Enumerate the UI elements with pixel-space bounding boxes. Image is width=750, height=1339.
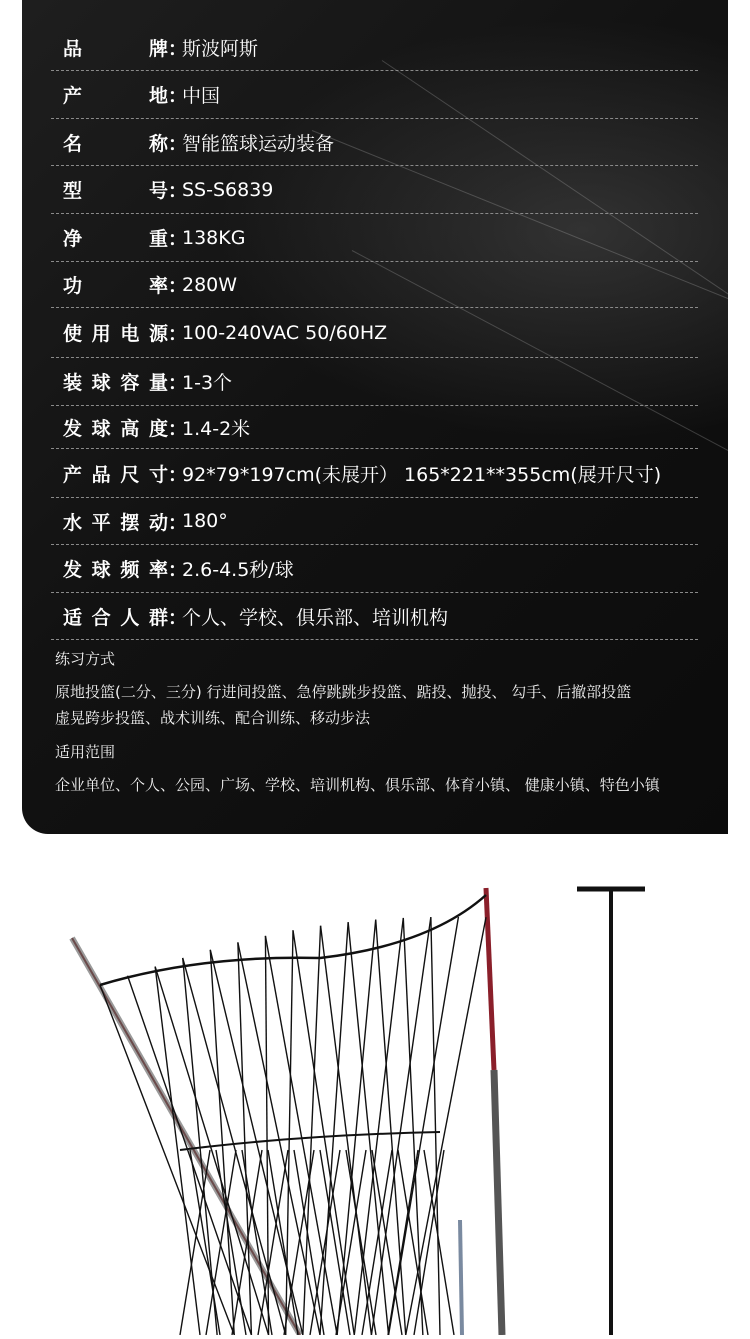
spec-value: 智能篮球运动装备 [182, 132, 335, 155]
scope-line-1: 企业单位、个人、公园、广场、学校、培训机构、俱乐部、体育小镇、 健康小镇、特色小镇 [55, 776, 660, 794]
spec-row [51, 166, 698, 214]
spec-row [51, 406, 698, 449]
practice-line-1: 原地投篮(二分、三分) 行进间投篮、急停跳跳步投篮、踮投、抛投、 勾手、后撤部投篮 [55, 683, 632, 701]
spec-label: 型 号 [63, 180, 168, 202]
spec-value: SS-S6839 [182, 178, 274, 201]
spec-label: 功 率 [63, 275, 168, 297]
spec-value: 个人、学校、俱乐部、培训机构 [182, 606, 449, 629]
spec-colon: ： [168, 132, 188, 155]
spec-value: 280W [182, 273, 238, 296]
spec-colon: ： [168, 85, 188, 107]
net-strand [265, 936, 337, 1335]
net-strand [286, 930, 293, 1335]
spec-value: 斯波阿斯 [182, 37, 259, 60]
spec-row [51, 593, 698, 640]
spec-value: 2.6-4.5秒/球 [182, 559, 294, 581]
spec-row [51, 449, 698, 498]
spec-row [51, 545, 698, 593]
net-strand [303, 926, 321, 1335]
spec-table [51, 24, 698, 640]
right-pole-top [486, 888, 494, 1070]
spec-colon: ： [168, 606, 188, 629]
net-strand [354, 918, 403, 1335]
spec-row [51, 498, 698, 545]
net-strand [183, 958, 286, 1335]
practice-heading: 练习方式 [55, 650, 116, 668]
net-strand [320, 922, 348, 1335]
net-strand [431, 917, 440, 1335]
spec-row [51, 214, 698, 262]
spec-label: 产 品 尺 寸 [63, 463, 168, 486]
spec-row [51, 24, 698, 71]
spec-colon: ： [168, 372, 188, 394]
spec-row [51, 119, 698, 166]
right-pole-bottom [494, 1070, 502, 1335]
spec-value: 100-240VAC 50/60HZ [182, 321, 388, 344]
spec-label: 发 球 频 率 [63, 559, 168, 581]
spec-row [51, 262, 698, 308]
spec-value: 180° [182, 510, 228, 532]
product-image [0, 850, 750, 1335]
spec-colon: ： [168, 559, 188, 581]
spec-label: 产 地 [63, 85, 168, 107]
net-strand [348, 922, 388, 1335]
spec-label: 净 重 [63, 228, 168, 250]
practice-line-2: 虚晃跨步投篮、战术训练、配合训练、移动步法 [55, 709, 371, 727]
notes-section [55, 648, 728, 798]
support-pole [460, 1220, 462, 1335]
net-strand [337, 920, 376, 1335]
spec-label: 品 牌 [63, 37, 168, 60]
spec-label: 装 球 容 量 [63, 372, 168, 394]
spec-value: 138KG [182, 226, 246, 249]
spec-row [51, 71, 698, 119]
spec-colon: ： [168, 323, 188, 345]
basketball-return-net-illustration [0, 850, 750, 1335]
spec-label: 水 平 摆 动 [63, 511, 168, 534]
net-strand [210, 950, 234, 1335]
net-inner-rim [180, 1132, 440, 1150]
spec-value: 中国 [182, 85, 221, 107]
net-strand [238, 942, 252, 1335]
net-mesh [100, 917, 486, 1335]
spec-card [22, 0, 728, 834]
spec-colon: ： [168, 511, 188, 534]
spec-value: 1.4-2米 [182, 417, 251, 440]
spec-value: 92*79*197cm(未展开） 165*221**355cm(展开尺寸) [182, 463, 662, 486]
scope-heading: 适用范围 [55, 743, 116, 761]
spec-label: 发 球 高 度 [63, 417, 168, 440]
spec-colon: ： [168, 463, 188, 486]
spec-colon: ： [168, 228, 188, 250]
spec-row [51, 308, 698, 358]
spec-colon: ： [168, 417, 188, 440]
spec-colon: ： [168, 37, 188, 60]
spec-colon: ： [168, 180, 188, 202]
spec-colon: ： [168, 275, 188, 297]
net-strand [403, 918, 423, 1335]
spec-value: 1-3个 [182, 372, 233, 394]
spec-label: 使 用 电 源 [63, 323, 168, 345]
spec-label: 适 合 人 群 [63, 606, 168, 629]
spec-row [51, 358, 698, 406]
spec-label: 名 称 [63, 132, 168, 155]
